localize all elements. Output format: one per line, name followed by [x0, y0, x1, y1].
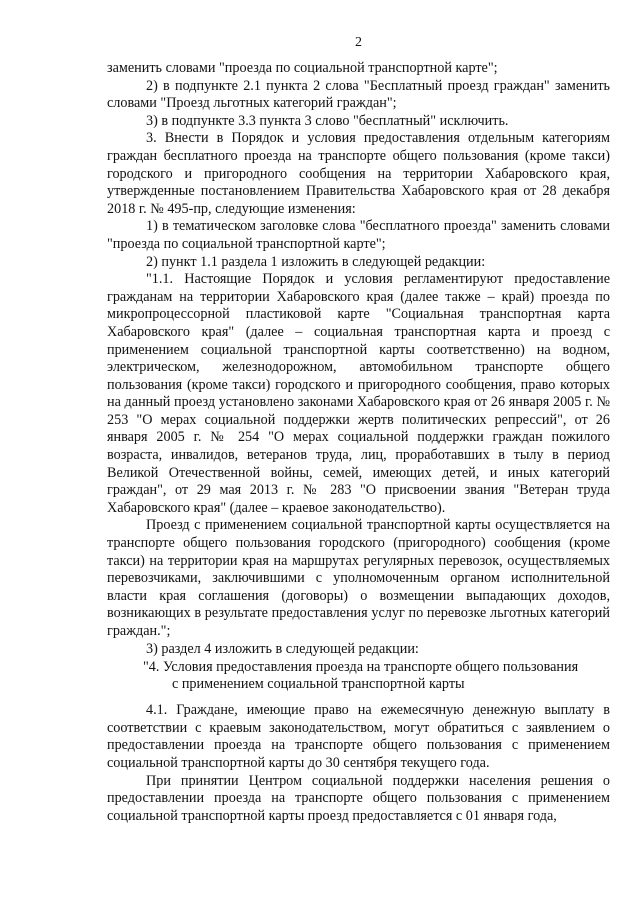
document-body: [107, 60, 610, 825]
section-4-heading-line-2: с применением социальной транспортной карты: [172, 675, 465, 692]
paragraph-quoted-travel: Проезд с применением социальной транспортной карты осуществляется на транспорте общего пользования городского (пригородного) сообщения (кроме такси) на территории края на маршрутах регулярных перевозок, осуществляемых перевозчиками, заключившими с уполномоченным органом исполнительной власти края соглашения (договоры) о возмещении выпадающих доходов, возникающих в результате предоставления услуг по перевозке льготных категорий граждан.";: [107, 517, 610, 639]
paragraph-subitem-3: 3) в подпункте 3.3 пункта 3 слово "бесплатный" исключить.: [146, 112, 509, 129]
page-number: 2: [355, 35, 362, 50]
paragraph-item-3: 3. Внести в Порядок и условия предоставления отдельным категориям граждан бесплатного проезда на транспорте общего пользования (кроме такси) городского и пригородного сообщения на территории Хабаровского края, утвержденные постановлением Правительства Хабаровского края от 28 декабря 2018 г. № 495-пр, следующие изменения:: [107, 130, 610, 217]
section-4-heading: [143, 659, 610, 692]
paragraph-quoted-1-1: "1.1. Настоящие Порядок и условия регламентируют предоставление гражданам на территории Хабаровского края (далее также – край) проезда по микропроцессорной пластиковой карте "Социальная транспортная карта Хабаровского края" (далее – социальная транспортная карта и проезд с применением социальной транспортной карты соответственно) на водном, электрическом, железнодорожном, автомобильном транспорте общего пользования (кроме такси) городского и пригородного сообщения, право которых на данный проезд установлено законами Хабаровского края от 26 января 2005 г. № 253 "О мерах социальной поддержки жертв политических репрессий", от 26 января 2005 г. № 254 "О мерах социальной поддержки граждан пожилого возраста, инвалидов, ветеранов труда, лиц, проработавших в тылу в период Великой Отечественной войны, семей, имеющих детей, и иных категорий граждан", от 29 мая 2013 г. № 283 "О присвоении звания "Ветеран труда Хабаровского края" (далее – краевое законодательство).: [107, 271, 610, 516]
paragraph-subitem-2: 2) в подпункте 2.1 пункта 2 слова "Бесплатный проезд граждан" заменить словами "Проезд льготных категорий граждан";: [107, 77, 610, 112]
section-4-heading-line-1: "4. Условия предоставления проезда на транспорте общего пользования: [143, 659, 579, 676]
paragraph-4-1: 4.1. Граждане, имеющие право на ежемесячную денежную выплату в соответствии с краевым законодательством, могут обратиться с заявлением о предоставлении проезда на транспорте общего пользования с применением социальной транспортной карты до 30 сентября текущего года.: [107, 702, 610, 771]
paragraph-item-3-sub-2: 2) пункт 1.1 раздела 1 изложить в следующей редакции:: [146, 253, 486, 270]
paragraph-continuation: заменить словами "проезда по социальной транспортной карте";: [107, 60, 498, 76]
paragraph-item-3-sub-1: 1) в тематическом заголовке слова "бесплатного проезда" заменить словами "проезда по социальной транспортной карте";: [107, 218, 610, 252]
paragraph-decision: При принятии Центром социальной поддержки населения решения о предоставлении проезда на транспорте общего пользования с применением социальной транспортной карты проезд предоставляется с 01 января года,: [107, 772, 610, 824]
paragraph-item-3-sub-3: 3) раздел 4 изложить в следующей редакции:: [146, 640, 419, 657]
